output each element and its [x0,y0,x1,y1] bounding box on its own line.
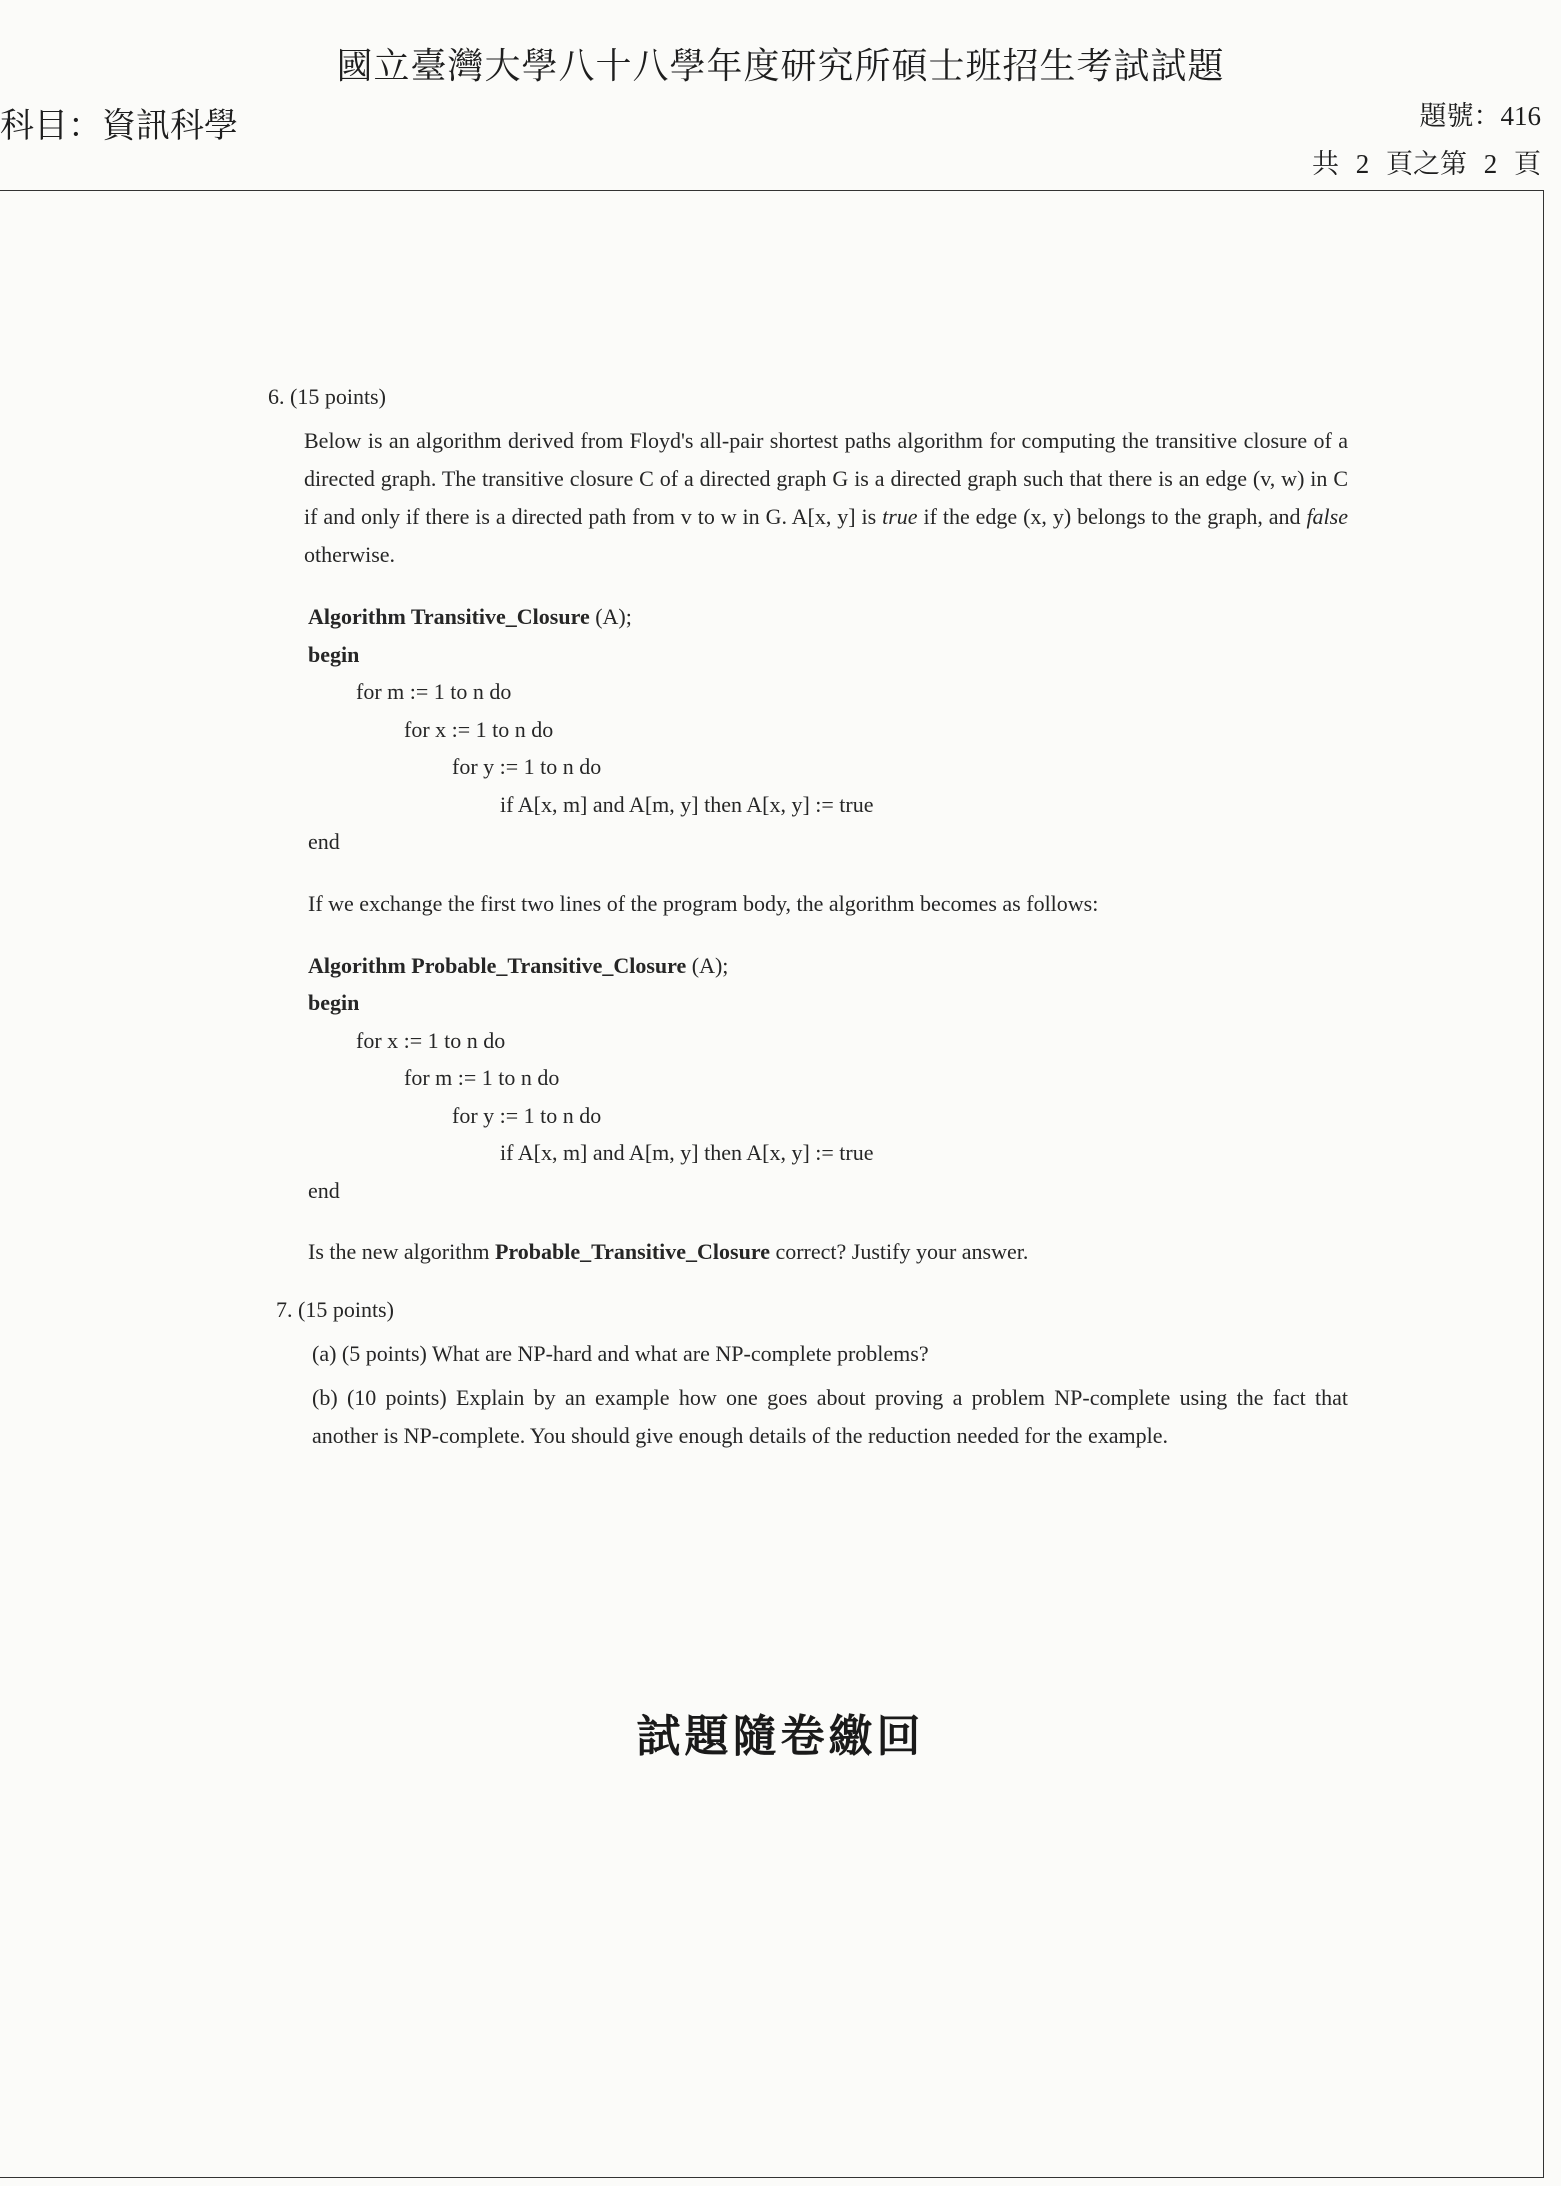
algorithm-1-line-4: if A[x, m] and A[m, y] then A[x, y] := true [500,791,874,817]
question-7-part-a: (a) (5 points) What are NP-hard and what are NP-complete problems? [312,1341,929,1366]
question-number: 題號：416 [1419,101,1541,131]
page-info: 共 2 頁之第 2 頁 [1312,149,1541,179]
question-7-part-b: (b) (10 points) Explain by an example how one goes about proving a problem NP-complete using the fact that another is NP-complete. You should give enough details of the reduction needed for the example. [312,1385,1348,1448]
exam-subject: 科目：資訊科學 [0,108,238,145]
algorithm-2-line-3: for y := 1 to n do [452,1102,602,1128]
question-7-heading: 7. (15 points) [276,1297,394,1322]
algorithm-2-line-1: for x := 1 to n do [356,1027,506,1053]
algorithm-1-line-3: for y := 1 to n do [452,754,602,779]
algorithm-1-end: end [308,829,340,854]
exam-content [268,378,1348,1455]
algorithm-2-title: Algorithm Probable_Transitive_Closure (A); [308,952,729,978]
exam-title: 國立臺灣大學八十八學年度研究所碩士班招生考試試題 [336,46,1225,86]
algorithm-2-line-2: for m := 1 to n do [404,1065,560,1090]
algorithm-1-line-2: for x := 1 to n do [404,716,554,742]
algorithm-1-begin: begin [308,641,360,667]
question-6-heading: 6. (15 points) [268,384,386,409]
question-6-question: Is the new algorithm Probable_Transitive_Closure correct? Justify your answer. [308,1239,1029,1264]
algorithm-2-begin: begin [308,990,360,1015]
question-6-intro: Below is an algorithm derived from Floyd's all-pair shortest paths algorithm for computing the transitive closure of a directed graph. The transitive closure C of a directed graph G is a directed graph such that there is an edge (v, w) in C if and only if there is a directed path from v to w in G. A[x, y] is true if the edge (x, y) belongs to the graph, and false otherwise. [304,428,1348,567]
algorithm-2-line-4: if A[x, m] and A[m, y] then A[x, y] := true [500,1140,874,1165]
algorithm-transitive-closure [308,598,1348,861]
return-paper-stamp: 試題隨卷繳回 [636,1712,925,1761]
algorithm-1-title: Algorithm Transitive_Closure (A); [308,604,632,629]
algorithm-2-end: end [308,1177,340,1203]
question-6-middle-text: If we exchange the first two lines of the program body, the algorithm becomes as follows: [308,890,1099,916]
algorithm-probable-transitive-closure [308,947,1348,1210]
algorithm-1-line-1: for m := 1 to n do [356,679,512,704]
